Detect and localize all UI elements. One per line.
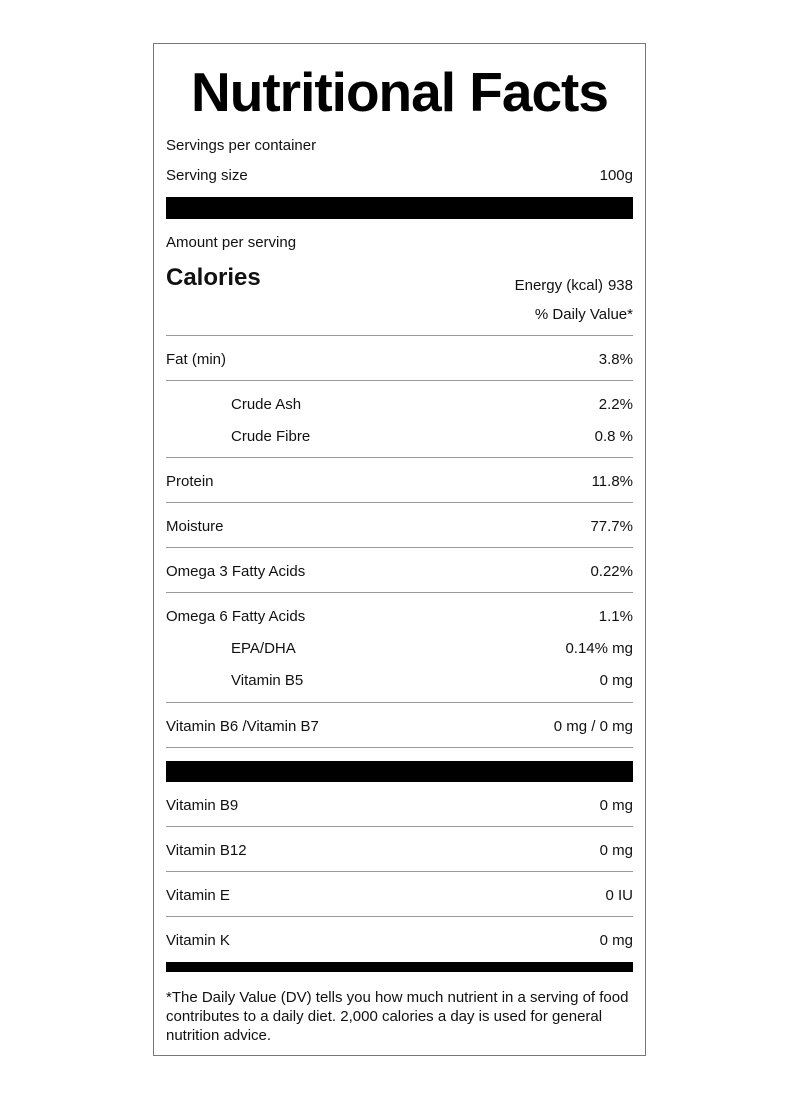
serving-size-value: 100g [599, 166, 633, 184]
nutrient-value: 77.7% [590, 517, 633, 535]
energy-row [166, 275, 633, 295]
nutrient-name: Fat (min) [166, 350, 226, 368]
divider [166, 502, 633, 503]
nutrient-row [166, 638, 633, 658]
nutrient-row [166, 426, 633, 446]
nutrient-name: Vitamin B12 [166, 841, 247, 859]
calories-label: Calories [166, 264, 261, 291]
divider [166, 702, 633, 703]
nutrient-value: 0 mg [599, 671, 633, 689]
nutrient-value: 2.2% [598, 395, 633, 413]
thick-divider [166, 197, 633, 219]
divider [166, 592, 633, 593]
nutrient-row [166, 716, 633, 736]
divider [166, 916, 633, 917]
nutrient-name: Omega 3 Fatty Acids [166, 562, 306, 580]
nutrient-row [166, 670, 633, 690]
divider [166, 457, 633, 458]
nutrient-name: Moisture [166, 517, 224, 535]
nutrient-row [166, 349, 633, 369]
nutrient-row [166, 930, 633, 950]
divider [166, 871, 633, 872]
divider [166, 380, 633, 381]
nutrient-value: 0.14% mg [565, 639, 633, 657]
daily-value-footnote: *The Daily Value (DV) tells you how much nutrient in a serving of food contributes to a daily diet. 2,000 calories a day is used for general nutrition advice. [166, 989, 629, 1044]
nutrient-name: Crude Fibre [231, 427, 311, 445]
nutrient-value: 0 mg [599, 931, 633, 949]
energy-value: 938 [607, 276, 633, 294]
daily-value-row [166, 304, 633, 324]
nutrient-row [166, 606, 633, 626]
amount-per-serving-row [166, 232, 633, 252]
nutrient-name: Omega 6 Fatty Acids [166, 607, 306, 625]
divider [166, 335, 633, 336]
nutrient-name: Vitamin K [166, 931, 230, 949]
thick-divider [166, 761, 633, 782]
nutrient-value: 0.8 % [594, 427, 633, 445]
nutrient-name: EPA/DHA [231, 639, 296, 657]
nutrient-value: 0 mg [599, 796, 633, 814]
nutrient-row [166, 885, 633, 905]
servings-per-container-row [166, 135, 633, 155]
nutrient-row [166, 394, 633, 414]
nutrient-name: Vitamin E [166, 886, 230, 904]
divider [166, 747, 633, 748]
nutrient-name: Protein [166, 472, 214, 490]
nutrient-name: Vitamin B5 [231, 671, 304, 689]
nutrient-value: 0.22% [590, 562, 633, 580]
nutrient-name: Vitamin B6 /Vitamin B7 [166, 717, 319, 735]
nutrition-label [153, 43, 646, 1056]
servings-per-container-label: Servings per container [166, 136, 317, 154]
serving-size-row [166, 165, 633, 185]
thick-divider [166, 962, 633, 972]
daily-value-label: % Daily Value* [534, 305, 633, 323]
nutrient-value: 0 mg [599, 841, 633, 859]
divider [166, 826, 633, 827]
label-title: Nutritional Facts [191, 61, 608, 123]
nutrient-row [166, 561, 633, 581]
nutrient-row [166, 840, 633, 860]
nutrient-row [166, 471, 633, 491]
nutrient-value: 11.8% [591, 472, 633, 490]
nutrient-value: 0 mg / 0 mg [553, 717, 633, 735]
nutrient-value: 3.8% [598, 350, 633, 368]
serving-size-label: Serving size [166, 166, 248, 184]
nutrient-value: 0 IU [605, 886, 633, 904]
nutrient-value: 1.1% [598, 607, 633, 625]
nutrient-row [166, 516, 633, 536]
energy-label: Energy (kcal) [514, 276, 603, 294]
nutrient-row [166, 795, 633, 815]
divider [166, 547, 633, 548]
nutrient-name: Vitamin B9 [166, 796, 239, 814]
nutrient-name: Crude Ash [231, 395, 302, 413]
amount-per-serving-label: Amount per serving [166, 233, 297, 251]
